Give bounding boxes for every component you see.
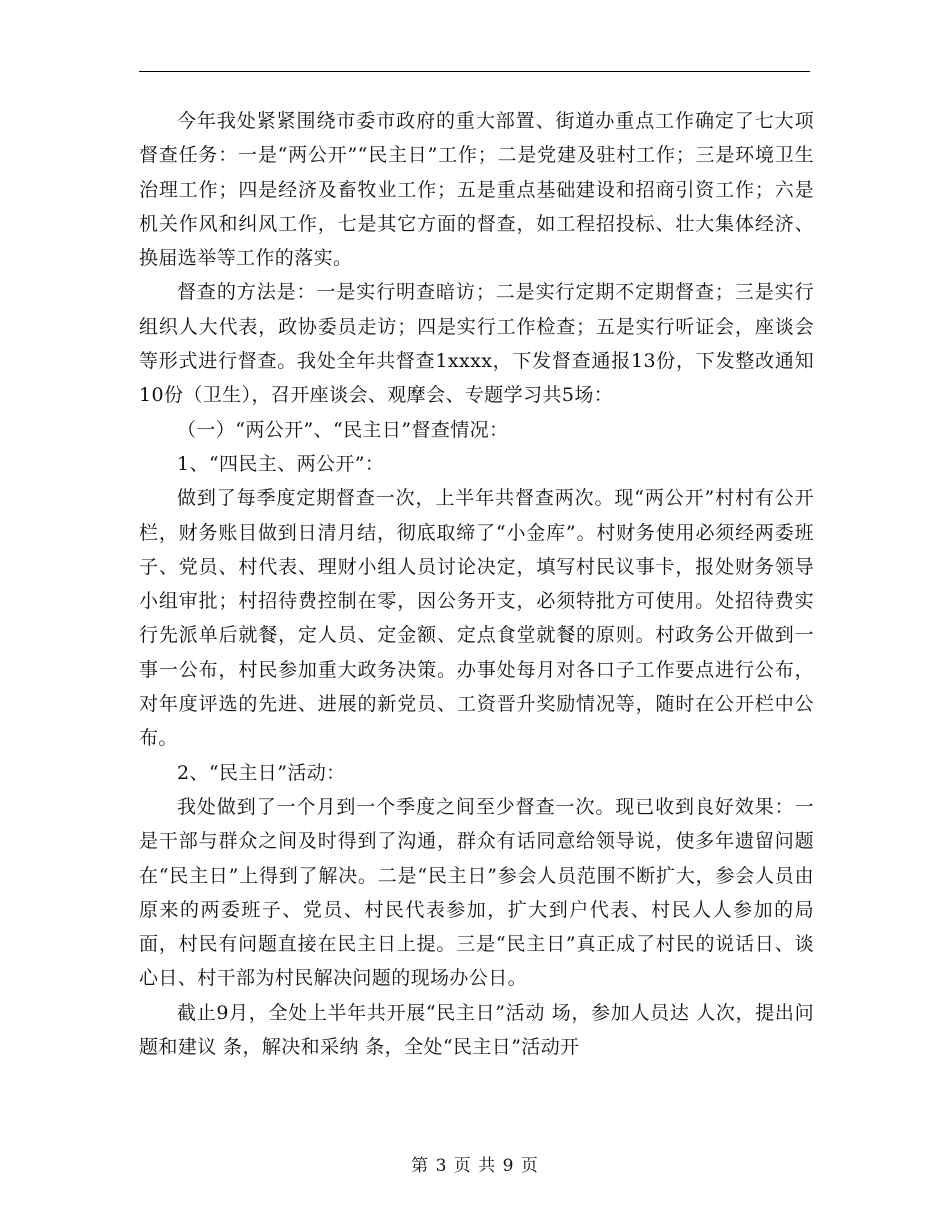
- paragraph-two-openness: 做到了每季度定期督查一次，上半年共督查两次。现“两公开”村村有公开栏，财务账目做到日清月结，彻底取缔了“小金库”。村财务使用必须经两委班子、党员、村代表、理财小组人员讨论决定，填写村民议事卡，报处财务领导小组审批；村招待费控制在零，因公务开支，必须特批方可使用。处招待费实行先派单后就餐，定人员、定金额、定点食堂就餐的原则。村政务公开做到一事一公布，村民参加重大政务决策。办事处每月对各口子工作要点进行公布，对年度评选的先进、进展的新党员、工资晋升奖励情况等，随时在公开栏中公布。: [139, 487, 814, 750]
- subheading-2: 2、“民主日”活动：: [177, 761, 346, 784]
- paragraph-statistics: 截止9月，全处上半年共开展“民主日”活动 场，参加人员达 人次，提出问题和建议 条，解决和采纳 条，全处“民主日”活动开: [139, 1001, 814, 1059]
- footer-page-number: 3: [435, 1156, 448, 1176]
- footer-mid: 页 共: [453, 1156, 497, 1176]
- footer-prefix: 第: [411, 1156, 430, 1176]
- section-heading-1: （一）“两公开”、“民主日”督查情况：: [177, 418, 509, 441]
- paragraph-methods: 督查的方法是：一是实行明查暗访；二是实行定期不定期督查；三是实行组织人大代表，政协委员走访；四是实行工作检查；五是实行听证会，座谈会等形式进行督查。我处全年共督查1xxxx，下发督查通报13份，下发整改通知10份（卫生），召开座谈会、观摩会、专题学习共5场：: [139, 281, 814, 407]
- document-body: [139, 104, 814, 1064]
- page-footer: [0, 1151, 950, 1176]
- paragraph-tasks: 今年我处紧紧围绕市委市政府的重大部置、街道办重点工作确定了七大项督查任务：一是“两公开”“民主日”工作；二是党建及驻村工作；三是环境卫生治理工作；四是经济及畜牧业工作；五是重点基础建设和招商引资工作；六是机关作风和纠风工作，七是其它方面的督查，如工程招投标、壮大集体经济、换届选举等工作的落实。: [139, 110, 814, 270]
- footer-suffix: 页: [520, 1156, 539, 1176]
- header-rule: [139, 71, 810, 72]
- footer-total-pages: 9: [502, 1156, 515, 1176]
- subheading-1: 1、“四民主、两公开”：: [177, 452, 385, 475]
- paragraph-democracy-day: 我处做到了一个月到一个季度之间至少督查一次。现已收到良好效果：一是干部与群众之间及时得到了沟通，群众有话同意给领导说，使多年遗留问题在“民主日”上得到了解决。二是“民主日”参会人员范围不断扩大，参会人员由原来的两委班子、党员、村民代表参加，扩大到户代表、村民人人参加的局面，村民有问题直接在民主日上提。三是“民主日”真正成了村民的说话日、谈心日、村干部为村民解决问题的现场办公日。: [139, 795, 814, 990]
